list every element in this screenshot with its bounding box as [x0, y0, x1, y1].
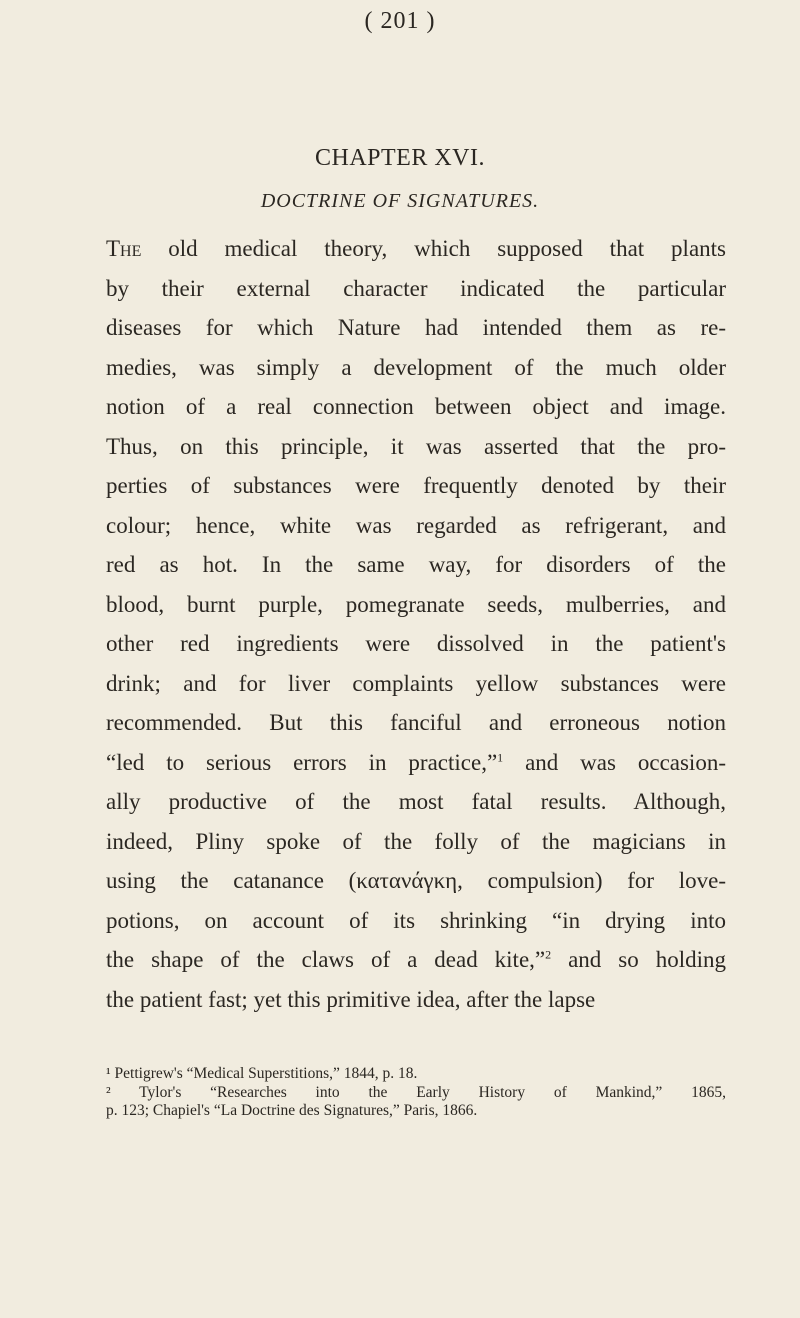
chapter-title: CHAPTER XVI.: [314, 145, 485, 171]
text-line: the patient fast; yet this primitive idea, after the lapse: [106, 986, 596, 1012]
text-line: notion of a real connection between object and image.: [106, 394, 726, 419]
footnote-2-continued: p. 123; Chapiel's “La Doctrine des Signatures,” Paris, 1866.: [106, 1102, 478, 1119]
text-line: other red ingredients were dissolved in the patient's: [106, 631, 726, 656]
text-line: perties of substances were frequently denoted by their: [106, 473, 726, 498]
body-paragraph: [106, 229, 726, 1019]
text-line: The old medical theory, which supposed that plants: [106, 236, 726, 261]
text-line: using the catanance (κατανάγκη, compulsion) for love-: [106, 868, 726, 893]
footnote-ref-1: 1: [497, 749, 504, 764]
page-number: ( 201 ): [364, 8, 436, 34]
text-line: colour; hence, white was regarded as refrigerant, and: [106, 512, 726, 538]
text-line: medies, was simply a development of the much older: [106, 354, 726, 380]
text-line: ally productive of the most fatal results. Although,: [106, 789, 726, 814]
text-line: indeed, Pliny spoke of the folly of the magicians in: [106, 828, 726, 854]
text-line: recommended. But this fanciful and erroneous notion: [106, 710, 726, 735]
text-line: diseases for which Nature had intended them as re-: [106, 315, 726, 340]
opening-word: The: [106, 236, 142, 261]
text-line: potions, on account of its shrinking “in drying into: [106, 907, 726, 933]
text-line: blood, burnt purple, pomegranate seeds, mulberries, and: [106, 591, 726, 617]
text-line: “led to serious errors in practice,”$^1$ and was occasion-: [106, 749, 726, 775]
text-line: Thus, on this principle, it was asserted that the pro-: [106, 433, 726, 459]
footnote-2: ² Tylor's “Researches into the Early History of Mankind,” 1865,: [106, 1083, 726, 1101]
text-line: red as hot. In the same way, for disorders of the: [106, 552, 726, 577]
footnote-ref-2: 2: [545, 947, 552, 962]
text-line: drink; and for liver complaints yellow substances were: [106, 670, 726, 696]
text-line: the shape of the claws of a dead kite,”$^2$ and so holding: [106, 947, 726, 972]
chapter-subtitle: DOCTRINE OF SIGNATURES.: [260, 190, 540, 212]
footnotes: [106, 1065, 726, 1121]
text-line: by their external character indicated the particular: [106, 275, 726, 301]
footnote-1: ¹ Pettigrew's “Medical Superstitions,” 1844, p. 18.: [106, 1065, 418, 1082]
